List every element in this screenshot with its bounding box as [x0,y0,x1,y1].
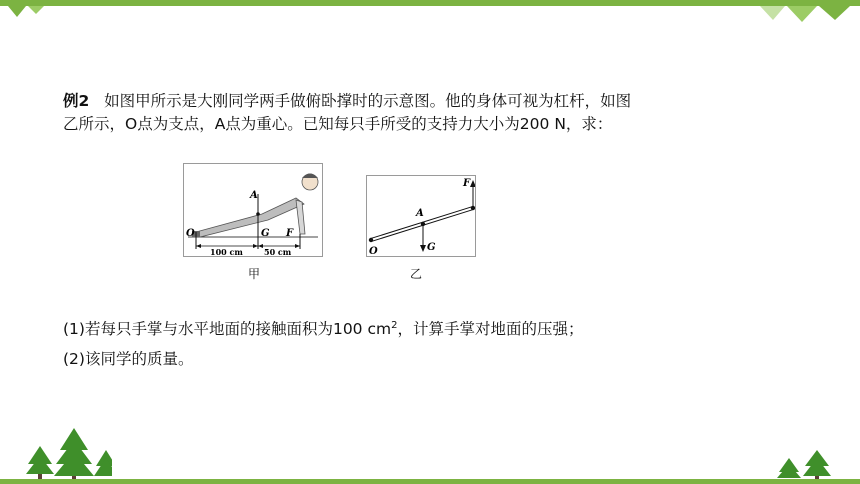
problem-label: 例2 [63,92,90,110]
label-O: O [369,246,378,256]
figure-jia-pushup [183,163,323,257]
question-2: (2)该同学的质量。 [63,350,194,368]
top-left-leaf-decoration [0,0,60,22]
label-G: G [261,228,270,239]
pushup-illustration [184,164,322,256]
top-border [0,0,860,6]
lever-diagram [367,176,475,256]
label-O: O [186,228,195,239]
question-1-tail: ，计算手掌对地面的压强； [397,320,584,339]
dimension-right: 50 cm [264,247,292,256]
caption-jia: 甲 [248,267,261,281]
problem-line-2: 乙所示，O点为支点，A点为重心。已知每只手所受的支持力大小为200 N，求： [63,115,613,133]
question-1-superscript: 2 [391,320,398,331]
figure-yi-lever [366,175,476,257]
label-A: A [416,208,424,219]
tree-icon-cluster-left [22,424,112,482]
label-G: G [427,242,436,253]
problem-text-1: 如图甲所示是大刚同学两手做俯卧撑时的示意图。他的身体可视为杠杆，如图 [104,92,632,110]
question-1-main: (1)若每只手掌与水平地面的接触面积为100 cm [63,320,392,339]
top-right-leaf-decoration [755,0,860,24]
dimension-left: 100 cm [210,247,243,256]
problem-line-1 [63,90,631,112]
label-F: F [286,228,294,239]
label-F: F [463,178,471,189]
question-1 [63,315,583,340]
tree-icon-cluster-right [775,446,835,482]
label-A: A [250,190,258,201]
bottom-border [0,479,860,484]
caption-yi: 乙 [410,267,423,281]
